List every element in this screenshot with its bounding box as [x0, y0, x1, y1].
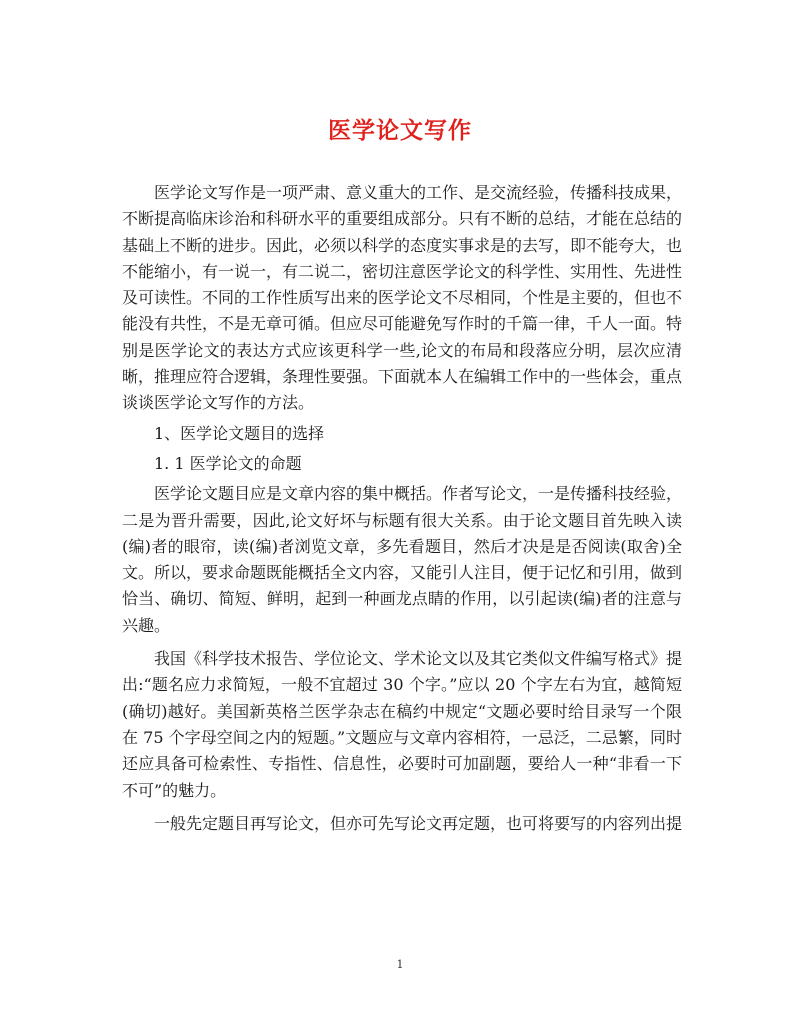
intro-paragraph: 医学论文写作是一项严肃、意义重大的工作、是交流经验，传播科技成果，不断提高临床诊治和科研水平的重要组成部分。只有不断的总结，才能在总结的基础上不断的进步。因此，必须以科学的态度实事求是的去写，即不能夸大，也不能缩小，有一说一，有二说二，密切注意医学论文的科学性、实用性、先进性及可读性。不同的工作性质写出来的医学论文不尽相同，个性是主要的，但也不能没有共性，不是无章可循。但应尽可能避免写作时的千篇一律，千人一面。特别是医学论文的表达方式应该更科学一些,论文的布局和段落应分明，层次应清晰，推理应符合逻辑，条理性要强。下面就本人在编辑工作中的一些体会，重点谈谈医学论文写作的方法。 [122, 183, 683, 413]
title-selection-paragraph: 医学论文题目应是文章内容的集中概括。作者写论文，一是传播科技经验，二是为晋升需要，因此,论文好坏与标题有很大关系。由于论文题目首先映入读(编)者的眼帘，读(编)者浏览文章，多先看题目，然后才决是是否阅读(取舍)全文。所以，要求命题既能概括全文内容，又能引人注目，便于记忆和引用，做到恰当、确切、简短、鲜明，起到一种画龙点睛的作用，以引起读(编)者的注意与兴趣。 [122, 484, 683, 635]
title-standard-paragraph: 我国《科学技术报告、学位论文、学术论文以及其它类似文件编写格式》提出:“题名应力求简短，一般不宜超过 30 个字。”应以 20 个字左右为宜，越简短(确切)越好。美国新英格兰医学杂志在稿约中规定“文题必要时给目录写一个限在 75 个字母空间之内的短题。”文题应与文章内容相符，一忌泛，二忌繁，同时还应具备可检索性、专指性、信息性，必要时可加副题，要给人一种“非看一下不可”的魅力。 [122, 649, 683, 800]
page-number: 1 [396, 958, 404, 971]
document-title: 医学论文写作 [328, 117, 472, 144]
document-body [122, 180, 682, 837]
section-heading-1: 1、医学论文题目的选择 [154, 423, 325, 443]
subsection-heading-1-1: 1. 1 医学论文的命题 [154, 453, 302, 473]
title-order-paragraph: 一般先定题目再写论文，但亦可先写论文再定题，也可将要写的内容列出提 [154, 813, 683, 833]
